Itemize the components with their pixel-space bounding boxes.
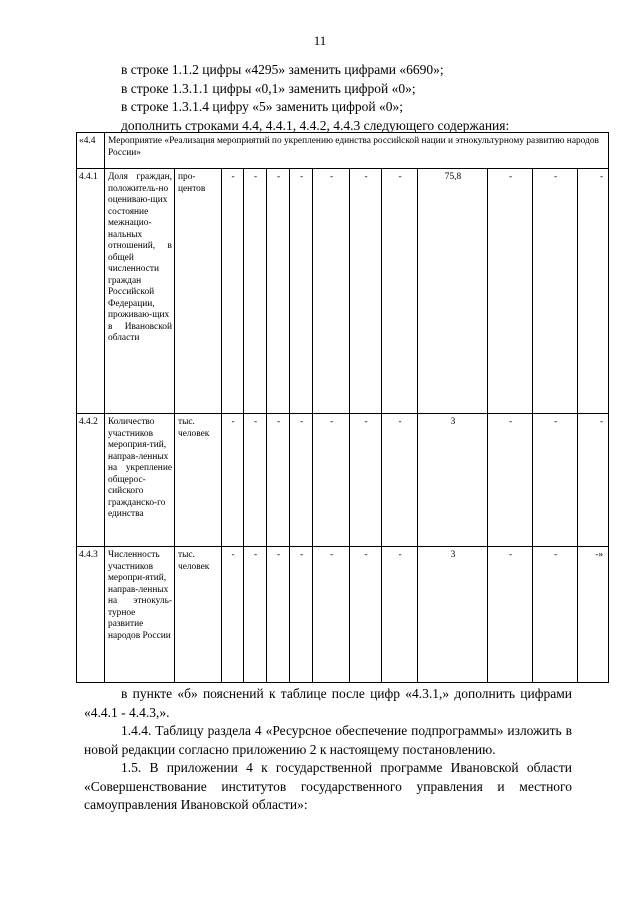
event-title: Мероприятие «Реализация мероприятий по укреплению единства российской нации и этнокультурному развитию народов России»: [105, 133, 609, 169]
value-cell: -: [290, 169, 313, 414]
paragraph: в пункте «б» пояснений к таблице после цифр «4.3.1,» дополнить цифрами «4.4.1 - 4.4.3,».: [84, 686, 572, 720]
value-cell: -: [350, 547, 382, 683]
row-number: «4.4: [77, 133, 105, 169]
amendment-table: [76, 132, 609, 683]
value-cell: -: [313, 547, 350, 683]
value-cell: -: [350, 414, 382, 547]
value-cell: 3: [418, 414, 488, 547]
unit-cell: тыс. человек: [175, 414, 222, 547]
row-number: 4.4.3: [77, 547, 105, 683]
value-cell: -: [222, 414, 244, 547]
value-cell: -: [488, 547, 533, 683]
paragraph: 1.5. В приложении 4 к государственной программе Ивановской области «Совершенствование институтов государственного управления и местного самоуправления Ивановской области»:: [84, 760, 572, 812]
indicator-name: Численность участников меропри-ятий, направ-ленных на этнокуль-турное развитие народов России: [105, 547, 175, 683]
value-cell: -: [267, 547, 290, 683]
instruction-line: в строке 1.3.1.4 цифру «5» заменить цифрой «0»;: [121, 99, 403, 114]
intro-instructions: [121, 61, 601, 135]
value-cell: 75,8: [418, 169, 488, 414]
table-row-event-header: [77, 133, 609, 169]
unit-cell: тыс. человек: [175, 547, 222, 683]
value-cell: -: [244, 169, 267, 414]
instruction-line: в строке 1.1.2 цифры «4295» заменить цифрами «6690»;: [121, 62, 444, 77]
value-cell: -: [244, 414, 267, 547]
value-cell: -: [290, 414, 313, 547]
instruction-line: дополнить строками 4.4, 4.4.1, 4.4.2, 4.4.3 следующего содержания:: [121, 117, 510, 133]
indicator-name: Количество участников мероприя-тий, направ-ленных на укрепление общерос-сийского гражданско-го единства: [105, 414, 175, 547]
instruction-line: в строке 1.3.1.1 цифры «0,1» заменить цифрой «0»;: [121, 80, 416, 96]
value-cell: -: [488, 414, 533, 547]
value-cell: -: [350, 169, 382, 414]
value-cell: -: [488, 169, 533, 414]
value-cell: -: [244, 547, 267, 683]
value-cell: -: [533, 414, 578, 547]
value-cell: -: [267, 169, 290, 414]
row-number: 4.4.2: [77, 414, 105, 547]
table-row: [77, 414, 609, 547]
paragraph: 1.4.4. Таблицу раздела 4 «Ресурсное обеспечение подпрограммы» изложить в новой редакции согласно приложению 2 к настоящему постановлению.: [84, 723, 572, 757]
value-cell: -: [382, 169, 418, 414]
value-cell: -: [222, 169, 244, 414]
value-cell: -: [382, 414, 418, 547]
value-cell: -: [578, 169, 609, 414]
body-text: [84, 685, 572, 815]
row-number: 4.4.1: [77, 169, 105, 414]
value-cell: -: [222, 547, 244, 683]
value-cell: 3: [418, 547, 488, 683]
value-cell: -: [313, 169, 350, 414]
value-cell: -: [382, 547, 418, 683]
value-cell: -: [533, 547, 578, 683]
table-row: [77, 547, 609, 683]
value-cell: -: [313, 414, 350, 547]
indicator-name: Доля граждан, положитель-но оцениваю-щих состояние межнацио-нальных отношений, в общей численности граждан Российской Федерации, проживаю-щих в Ивановской области: [105, 169, 175, 414]
value-cell: -: [267, 414, 290, 547]
value-cell: -: [578, 414, 609, 547]
value-cell: -»: [578, 547, 609, 683]
page-number: 11: [313, 33, 327, 48]
unit-cell: про-центов: [175, 169, 222, 414]
value-cell: -: [533, 169, 578, 414]
table-row: [77, 169, 609, 414]
value-cell: -: [290, 547, 313, 683]
